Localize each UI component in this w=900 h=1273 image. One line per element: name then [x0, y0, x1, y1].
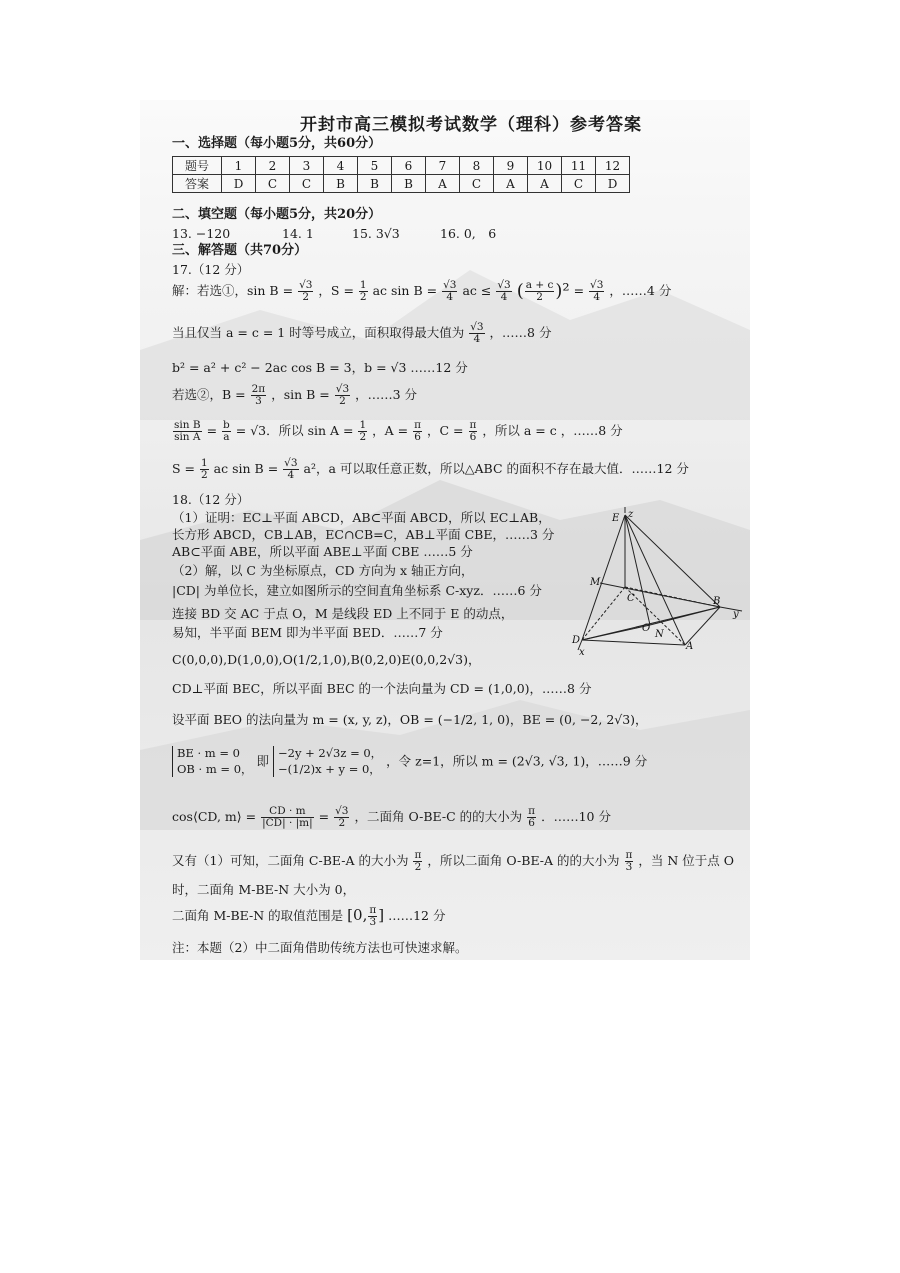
denominator: 4 [287, 469, 295, 482]
fraction [358, 420, 367, 443]
fraction [469, 322, 484, 345]
table-cell: 3 [290, 157, 324, 175]
denominator: 6 [528, 817, 535, 830]
table-row [173, 175, 630, 193]
edge-AB [685, 607, 720, 645]
denominator: 3 [255, 395, 262, 408]
equation-system [273, 746, 382, 777]
table-cell: 6 [392, 157, 426, 175]
table-cell: 8 [460, 157, 494, 175]
fraction [589, 280, 604, 303]
numerator: π [414, 849, 422, 861]
q17-line-3: b² = a² + c² − 2ac cos B = 3，b = √3 ……12 分 [172, 360, 468, 375]
label-O: O [642, 623, 651, 634]
label-E: E [612, 513, 620, 524]
text: ac sin B = [372, 283, 438, 299]
fraction [368, 905, 377, 928]
table-cell: 题号 [173, 157, 222, 175]
fraction [251, 384, 267, 407]
numerator: 1 [359, 419, 367, 431]
fill-answer-15: 15. 3√3 [352, 226, 400, 241]
denominator: 2 [414, 861, 422, 874]
equation-system [172, 746, 253, 777]
denominator: 2 [302, 291, 310, 304]
text: ，sin B = [271, 387, 330, 403]
q18-line-1: （1）证明：EC⊥平面 ABCD，AB⊂平面 ABCD，所以 EC⊥AB， [172, 510, 551, 525]
table-cell: B [358, 175, 392, 193]
text: = [206, 423, 218, 439]
text: 二面角 M-BE-N 的取值范围是 [172, 908, 344, 924]
q17-line-4 [172, 384, 417, 407]
text: 解：若选①，sin B = [172, 283, 294, 299]
answer-table [172, 156, 630, 193]
text: 当且仅当 a = c = 1 时等号成立，面积取得最大值为 [172, 325, 465, 341]
table-cell: B [392, 175, 426, 193]
table-cell: A [426, 175, 460, 193]
label-C: C [627, 593, 635, 604]
q17-line-2 [172, 322, 551, 345]
denominator: |CD| · |m| [262, 817, 313, 830]
denominator: a [223, 431, 230, 444]
table-cell: 4 [324, 157, 358, 175]
numerator: π [625, 849, 633, 861]
numerator: sin B [174, 419, 201, 431]
text: ，令 z=1，所以 m = (2√3, √3, 1)，……9 分 [386, 753, 648, 769]
table-cell: C [290, 175, 324, 193]
table-cell: D [222, 175, 256, 193]
edge-EB [625, 515, 720, 607]
q18-line-10: 设平面 BEO 的法向量为 m = (x, y, z)，OB = (−1/2, 1, 0)，BE = (0, −2, 2√3)， [172, 712, 648, 727]
table-cell: 10 [528, 157, 562, 175]
q17-heading: 17.（12 分） [172, 262, 250, 277]
text: = √3．所以 sin A = [235, 423, 354, 439]
text: ] [378, 906, 385, 925]
fraction [173, 420, 202, 443]
numerator: √3 [299, 279, 313, 291]
numerator: CD · m [261, 806, 314, 818]
label-y: y [733, 609, 739, 620]
label-A: A [686, 641, 694, 652]
q18-line-13 [172, 850, 734, 873]
table-cell: 11 [562, 157, 596, 175]
denominator: 6 [414, 431, 421, 444]
table-cell: A [528, 175, 562, 193]
q18-line-6: 连接 BD 交 AC 于点 O，M 是线段 ED 上不同于 E 的动点， [172, 606, 514, 621]
numerator: 1 [201, 457, 208, 469]
fraction [413, 420, 422, 443]
denominator: 4 [446, 291, 454, 304]
fill-answer-16: 16. 0, 6 [440, 226, 497, 241]
table-cell: B [324, 175, 358, 193]
q18-line-2: 长方形 ABCD，CB⊥AB，EC∩CB=C，AB⊥平面 CBE，……3 分 [172, 527, 555, 542]
table-cell: A [494, 175, 528, 193]
label-B: B [713, 596, 721, 607]
equation: −(1/2)x + y = 0， [278, 761, 381, 776]
edge-NB [650, 607, 720, 625]
label-M: M [590, 577, 601, 588]
fraction [496, 280, 511, 303]
numerator: √3 [335, 805, 349, 817]
fraction [334, 806, 349, 829]
edge-EN [625, 515, 650, 625]
equation: BE · m = 0 [177, 746, 240, 760]
numerator: π [469, 419, 477, 431]
text: S = [172, 461, 196, 477]
fraction [359, 280, 368, 303]
q18-line-14: 时，二面角 M-BE-N 大小为 0， [172, 882, 356, 897]
section-heading-choice: 一、选择题（每小题5分，共60分） [172, 136, 382, 151]
fraction [335, 384, 350, 407]
numerator: √3 [590, 279, 604, 291]
text: ac sin B = [213, 461, 279, 477]
text: ，S = [318, 283, 354, 299]
text: ，……8 分 [489, 325, 552, 341]
page-title: 开封市高三模拟考试数学（理科）参考答案 [300, 115, 642, 135]
equation: OB · m = 0， [177, 761, 253, 776]
numerator: 1 [359, 279, 367, 291]
denominator: 2 [536, 291, 543, 304]
fraction [222, 420, 231, 443]
label-D: D [572, 635, 581, 646]
label-z: z [628, 509, 634, 520]
table-cell: 7 [426, 157, 460, 175]
fraction [261, 806, 314, 829]
denominator: 2 [359, 431, 367, 444]
q18-line-7: 易知，半平面 BEM 即为半平面 BED．……7 分 [172, 625, 443, 640]
text: 即 [256, 753, 270, 769]
q18-line-11 [172, 746, 647, 777]
q18-note: 注：本题（2）中二面角借助传统方法也可快速求解。 [172, 940, 468, 955]
edge-ED [582, 515, 625, 640]
fraction [527, 806, 536, 829]
numerator: √3 [284, 457, 298, 469]
numerator: √3 [470, 321, 484, 333]
section-heading-solutions: 三、解答题（共70分） [172, 243, 308, 258]
denominator: 4 [473, 333, 481, 346]
q18-line-15 [172, 905, 445, 928]
numerator: b [223, 419, 230, 431]
label-x: x [579, 647, 585, 655]
denominator: sin A [174, 431, 201, 444]
denominator: 2 [201, 469, 208, 482]
fraction [469, 420, 478, 443]
axis-y-arrow [720, 607, 742, 611]
q17-line-6 [172, 458, 689, 481]
q17-line-1: 解：若选①，sin B = $\frac{√3}{2}$ ，S = $\frac{1}{2}$ ac sin B = $\frac{√3}{4}$ ac ≤ $\frac{√3}{4}$ ( $\frac{a + c}{2}$ )² = $\frac{√3}{4}$ ，……4 分 [172, 279, 672, 304]
denominator: 2 [338, 817, 346, 830]
text: cos⟨CD, m⟩ = [172, 809, 257, 825]
fill-answer-14: 14. 1 [282, 226, 314, 241]
denominator: 4 [500, 291, 508, 304]
q17-line-5 [172, 420, 623, 443]
edge-DA [582, 640, 685, 645]
text: ，当 N 位于点 O [638, 853, 735, 869]
text: a²，a 可以取任意正数，所以△ABC 的面积不存在最大值．……12 分 [303, 461, 689, 477]
table-cell: C [562, 175, 596, 193]
text: ，C = [427, 423, 464, 439]
text: ．……10 分 [541, 809, 611, 825]
numerator: a + c [525, 279, 554, 291]
table-cell: 12 [596, 157, 630, 175]
denominator: 3 [369, 916, 377, 929]
text: ，所以 a = c ，……8 分 [482, 423, 623, 439]
geometry-diagram [570, 505, 745, 655]
fraction [413, 850, 422, 873]
text: ，……3 分 [355, 387, 418, 403]
numerator: 2π [251, 383, 266, 395]
text: = [573, 283, 585, 299]
denominator: 2 [339, 395, 346, 408]
table-cell: C [460, 175, 494, 193]
table-cell: 答案 [173, 175, 222, 193]
table-cell: D [596, 175, 630, 193]
q18-line-8: C(0,0,0),D(1,0,0),O(1/2,1,0),B(0,2,0)E(0,0,2√3)， [172, 652, 481, 667]
denominator: 3 [625, 861, 633, 874]
table-cell: 2 [256, 157, 290, 175]
label-N: N [655, 629, 664, 640]
denominator: 6 [469, 431, 477, 444]
table-cell: 5 [358, 157, 392, 175]
q18-line-9: CD⊥平面 BEC，所以平面 BEC 的一个法向量为 CD = (1,0,0)，……8 分 [172, 681, 592, 696]
denominator: 4 [593, 291, 601, 304]
section-heading-fill: 二、填空题（每小题5分，共20分） [172, 207, 382, 222]
fraction [200, 458, 209, 481]
fraction [442, 280, 457, 303]
fraction [625, 850, 634, 873]
text: 又有（1）可知，二面角 C-BE-A 的大小为 [172, 853, 409, 869]
denominator: 2 [359, 291, 367, 304]
table-cell: C [256, 175, 290, 193]
q18-line-4: （2）解，以 C 为坐标原点，CD 方向为 x 轴正方向， [172, 563, 474, 578]
q18-line-12 [172, 806, 611, 829]
fraction [525, 280, 555, 303]
text: ac ≤ [462, 283, 492, 299]
fraction [298, 280, 313, 303]
q18-heading: 18.（12 分） [172, 492, 250, 507]
edge-EA [625, 515, 685, 645]
equation: −2y + 2√3z = 0， [278, 746, 383, 760]
q18-line-3: AB⊂平面 ABE，所以平面 ABE⊥平面 CBE ……5 分 [172, 544, 473, 559]
table-row [173, 157, 630, 175]
numerator: π [369, 904, 377, 916]
fill-answer-13: 13. −120 [172, 226, 231, 241]
numerator: π [528, 805, 536, 817]
text: ……12 分 [388, 908, 446, 924]
text: = [318, 809, 330, 825]
numerator: √3 [443, 279, 457, 291]
text: ，……4 分 [609, 283, 672, 299]
text: ，二面角 O-BE-C 的的大小为 [354, 809, 523, 825]
text: [0, [347, 906, 368, 925]
table-cell: 9 [494, 157, 528, 175]
numerator: π [414, 419, 422, 431]
fraction [283, 458, 298, 481]
numerator: √3 [497, 279, 511, 291]
q18-line-5: |CD| 为单位长，建立如图所示的空间直角坐标系 C-xyz．……6 分 [172, 583, 542, 598]
numerator: √3 [335, 383, 350, 395]
text: ，所以二面角 O-BE-A 的的大小为 [427, 853, 620, 869]
table-cell: 1 [222, 157, 256, 175]
text: 若选②，B = [172, 387, 246, 403]
text: ，A = [372, 423, 409, 439]
